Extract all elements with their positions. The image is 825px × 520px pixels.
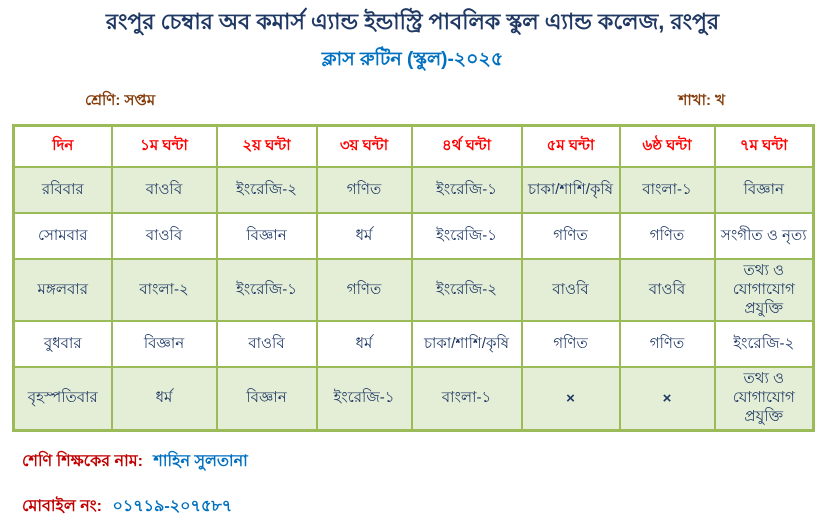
period-cell: বাওবি — [522, 259, 620, 321]
period-cell: গণিত — [620, 213, 715, 259]
mobile-number-line — [22, 493, 825, 520]
header-cell-period-2: ২য় ঘন্টা — [217, 125, 317, 167]
period-cell: ইংরেজি-২ — [412, 259, 522, 321]
table-row-monday — [14, 213, 814, 259]
period-cell: তথ্য ও যোগাযোগ প্রযুক্তি — [715, 259, 814, 321]
period-cell: বাওবি — [112, 213, 217, 259]
day-cell: মঙ্গলবার — [14, 259, 112, 321]
period-cell: ইংরেজি-১ — [217, 259, 317, 321]
class-label: শ্রেণি: সপ্তম — [85, 91, 156, 109]
mobile-number-value: ০১৭১৯-২০৭৫৮৭ — [112, 497, 233, 515]
header-cell-period-7: ৭ম ঘন্টা — [715, 125, 814, 167]
table-header-row — [14, 125, 814, 167]
period-cell: গণিত — [317, 259, 412, 321]
table-row-wednesday — [14, 321, 814, 367]
mobile-number-label: মোবাইল নং: — [22, 497, 103, 515]
cancelled-period-mark: × — [522, 367, 620, 430]
period-cell: বাওবি — [112, 167, 217, 213]
period-cell: বিজ্ঞান — [715, 167, 814, 213]
teacher-name-line — [22, 448, 825, 475]
period-cell: গণিত — [317, 167, 412, 213]
period-cell: ইংরেজি-১ — [412, 167, 522, 213]
period-cell: ধর্ম — [317, 321, 412, 367]
period-cell: ধর্ম — [317, 213, 412, 259]
header-cell-period-4: ৪র্থ ঘন্টা — [412, 125, 522, 167]
period-cell: সংগীত ও নৃত্য — [715, 213, 814, 259]
footer — [22, 448, 825, 520]
day-cell: রবিবার — [14, 167, 112, 213]
period-cell: ইংরেজি-১ — [412, 213, 522, 259]
period-cell: চাকা/শাশি/কৃষি — [522, 167, 620, 213]
table-row-thursday — [14, 367, 814, 430]
period-cell: গণিত — [522, 321, 620, 367]
page-title: রংপুর চেম্বার অব কমার্স এ্যান্ড ইন্ডাস্ট্রি পাবলিক স্কুল এ্যান্ড কলেজ, রংপুর — [105, 9, 720, 34]
period-cell: বিজ্ঞান — [112, 321, 217, 367]
header-cell-day: দিন — [14, 125, 112, 167]
class-routine-table — [12, 124, 815, 432]
period-cell: গণিত — [620, 321, 715, 367]
teacher-name-value: শাহিন সুলতানা — [153, 452, 248, 470]
period-cell: তথ্য ও যোগাযোগ প্রযুক্তি — [715, 367, 814, 430]
period-cell: ইংরেজি-১ — [317, 367, 412, 430]
header-cell-period-3: ৩য় ঘন্টা — [317, 125, 412, 167]
period-cell: ইংরেজি-২ — [217, 167, 317, 213]
header-cell-period-1: ১ম ঘন্টা — [112, 125, 217, 167]
period-cell: বাওবি — [620, 259, 715, 321]
table-row-sunday — [14, 167, 814, 213]
period-cell: বিজ্ঞান — [217, 367, 317, 430]
class-section-row — [0, 77, 825, 120]
section-label: শাখা: খ — [678, 91, 725, 109]
header-cell-period-5: ৫ম ঘন্টা — [522, 125, 620, 167]
day-cell: বুধবার — [14, 321, 112, 367]
header-cell-period-6: ৬ষ্ঠ ঘন্টা — [620, 125, 715, 167]
cancelled-period-mark: × — [620, 367, 715, 430]
period-cell: চাকা/শাশি/কৃষি — [412, 321, 522, 367]
day-cell: বৃহস্পতিবার — [14, 367, 112, 430]
period-cell: ইংরেজি-২ — [715, 321, 814, 367]
period-cell: বাংলা-১ — [620, 167, 715, 213]
period-cell: বিজ্ঞান — [217, 213, 317, 259]
period-cell: গণিত — [522, 213, 620, 259]
day-cell: সোমবার — [14, 213, 112, 259]
period-cell: বাংলা-১ — [412, 367, 522, 430]
table-row-tuesday — [14, 259, 814, 321]
period-cell: ধর্ম — [112, 367, 217, 430]
period-cell: বাওবি — [217, 321, 317, 367]
period-cell: বাংলা-২ — [112, 259, 217, 321]
teacher-name-label: শেণি শিক্ষকের নাম: — [22, 452, 143, 470]
page-subtitle: ক্লাস রুটিন (স্কুল)-২০২৫ — [321, 48, 504, 70]
